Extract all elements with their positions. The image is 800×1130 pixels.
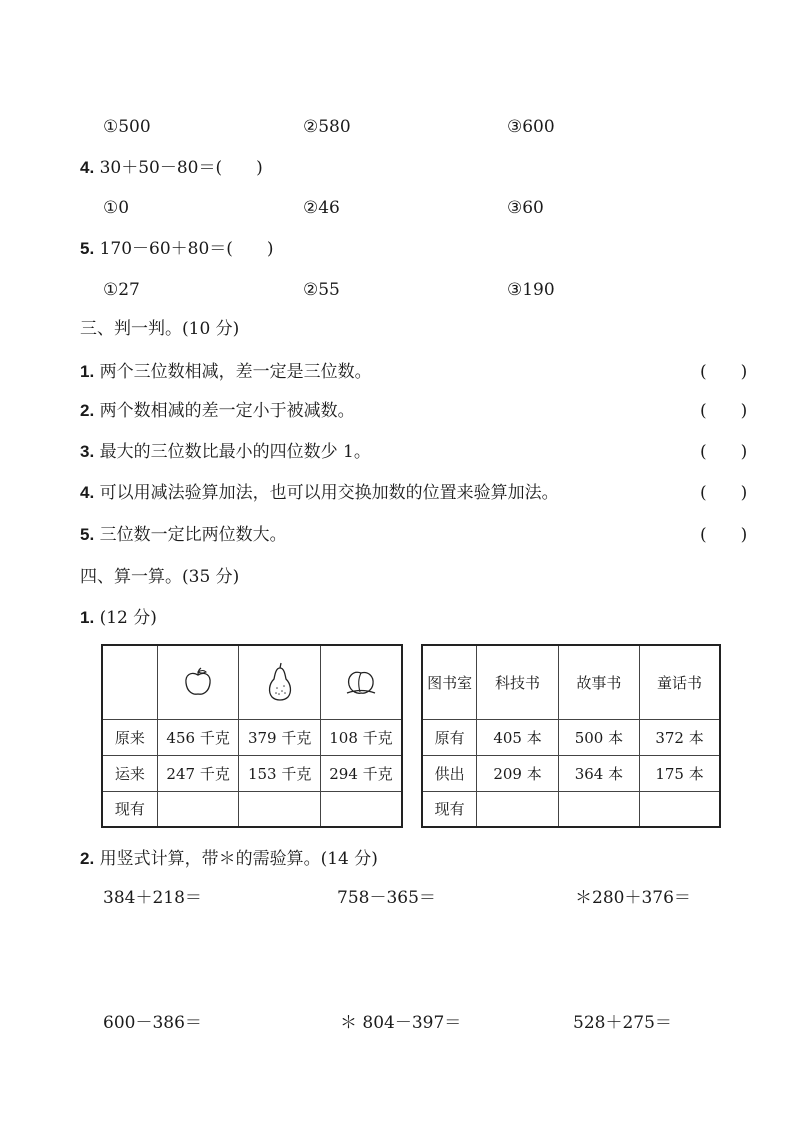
table-header-cell: 故事书 xyxy=(558,645,639,719)
q3-option-3: ③600 xyxy=(507,117,555,137)
calc-problem: 528＋275＝ xyxy=(573,1013,672,1033)
question-text: 30＋50－80＝( ) xyxy=(99,158,263,178)
row-label: 原来 xyxy=(102,719,157,755)
calc-problem: ＊280＋376＝ xyxy=(575,888,691,908)
item-text: 两个数相减的差一定小于被减数。 xyxy=(99,401,355,421)
question-number: 5. xyxy=(80,239,95,258)
q4-option-2: ②46 xyxy=(303,198,340,218)
row-label: 运来 xyxy=(102,755,157,791)
answer-cell[interactable] xyxy=(640,791,720,827)
table-corner-cell xyxy=(102,645,157,719)
library-table xyxy=(421,644,721,828)
section-3-title: 三、判一判。(10 分) xyxy=(80,319,240,339)
calc-problem: ＊ 804－397＝ xyxy=(340,1013,462,1033)
item-number: 1. xyxy=(80,362,95,381)
q5-option-3: ③190 xyxy=(507,280,555,300)
question-number: 2. xyxy=(80,849,95,868)
table-cell: 500 本 xyxy=(558,719,639,755)
table-header-cell xyxy=(320,645,402,719)
judge-item-1 xyxy=(80,361,372,383)
item-number: 4. xyxy=(80,483,95,502)
answer-blank[interactable]: ( ) xyxy=(700,401,748,421)
table-header-cell xyxy=(239,645,321,719)
answer-blank[interactable]: ( ) xyxy=(700,525,748,545)
fruit-table xyxy=(101,644,403,828)
calc-problem: 384＋218＝ xyxy=(103,888,202,908)
q4-option-1: ①0 xyxy=(103,198,130,218)
table-cell: 108 千克 xyxy=(320,719,402,755)
q3-option-1: ①500 xyxy=(103,117,151,137)
q3-option-2: ②580 xyxy=(303,117,351,137)
row-label: 原有 xyxy=(422,719,477,755)
question-number: 4. xyxy=(80,158,95,177)
judge-item-2 xyxy=(80,400,355,422)
calc-problem: 600－386＝ xyxy=(103,1013,202,1033)
table-header-cell: 科技书 xyxy=(477,645,558,719)
row-label: 现有 xyxy=(422,791,477,827)
peach-icon xyxy=(344,666,378,698)
calc-question-2 xyxy=(80,848,378,870)
item-text: 可以用减法验算加法，也可以用交换加数的位置来验算加法。 xyxy=(99,483,559,503)
section-4-title: 四、算一算。(35 分) xyxy=(80,567,240,587)
judge-item-4 xyxy=(80,482,559,504)
item-text: 两个三位数相减，差一定是三位数。 xyxy=(99,362,372,382)
table-cell: 153 千克 xyxy=(239,755,321,791)
answer-cell[interactable] xyxy=(157,791,239,827)
row-label: 现有 xyxy=(102,791,157,827)
table-cell: 456 千克 xyxy=(157,719,239,755)
item-number: 5. xyxy=(80,525,95,544)
judge-item-3 xyxy=(80,441,371,463)
q5-option-2: ②55 xyxy=(303,280,340,300)
question-4 xyxy=(80,157,263,179)
answer-cell[interactable] xyxy=(558,791,639,827)
table-cell: 247 千克 xyxy=(157,755,239,791)
answer-blank[interactable]: ( ) xyxy=(700,483,748,503)
question-text: 170－60＋80＝( ) xyxy=(99,239,274,259)
table-cell: 175 本 xyxy=(640,755,720,791)
q5-option-1: ①27 xyxy=(103,280,140,300)
table-header-cell: 图书室 xyxy=(422,645,477,719)
item-number: 2. xyxy=(80,401,95,420)
judge-item-5 xyxy=(80,524,287,546)
answer-cell[interactable] xyxy=(477,791,558,827)
question-number: 1. xyxy=(80,608,95,627)
answer-blank[interactable]: ( ) xyxy=(700,362,748,382)
answer-blank[interactable]: ( ) xyxy=(700,442,748,462)
question-text: 用竖式计算，带＊的需验算。(14 分) xyxy=(99,849,378,869)
apple-icon xyxy=(181,665,215,699)
calc-question-1 xyxy=(80,607,157,629)
answer-cell[interactable] xyxy=(320,791,402,827)
item-number: 3. xyxy=(80,442,95,461)
q4-option-3: ③60 xyxy=(507,198,544,218)
question-5 xyxy=(80,238,274,260)
table-cell: 379 千克 xyxy=(239,719,321,755)
item-text: 三位数一定比两位数大。 xyxy=(99,525,287,545)
row-label: 供出 xyxy=(422,755,477,791)
table-cell: 294 千克 xyxy=(320,755,402,791)
table-cell: 364 本 xyxy=(558,755,639,791)
table-header-cell: 童话书 xyxy=(640,645,720,719)
table-cell: 405 本 xyxy=(477,719,558,755)
item-text: 最大的三位数比最小的四位数少 1。 xyxy=(99,442,371,462)
pear-icon xyxy=(265,662,295,702)
table-cell: 209 本 xyxy=(477,755,558,791)
answer-cell[interactable] xyxy=(239,791,321,827)
question-text: (12 分) xyxy=(99,608,157,628)
table-cell: 372 本 xyxy=(640,719,720,755)
table-header-cell xyxy=(157,645,239,719)
calc-problem: 758－365＝ xyxy=(337,888,436,908)
